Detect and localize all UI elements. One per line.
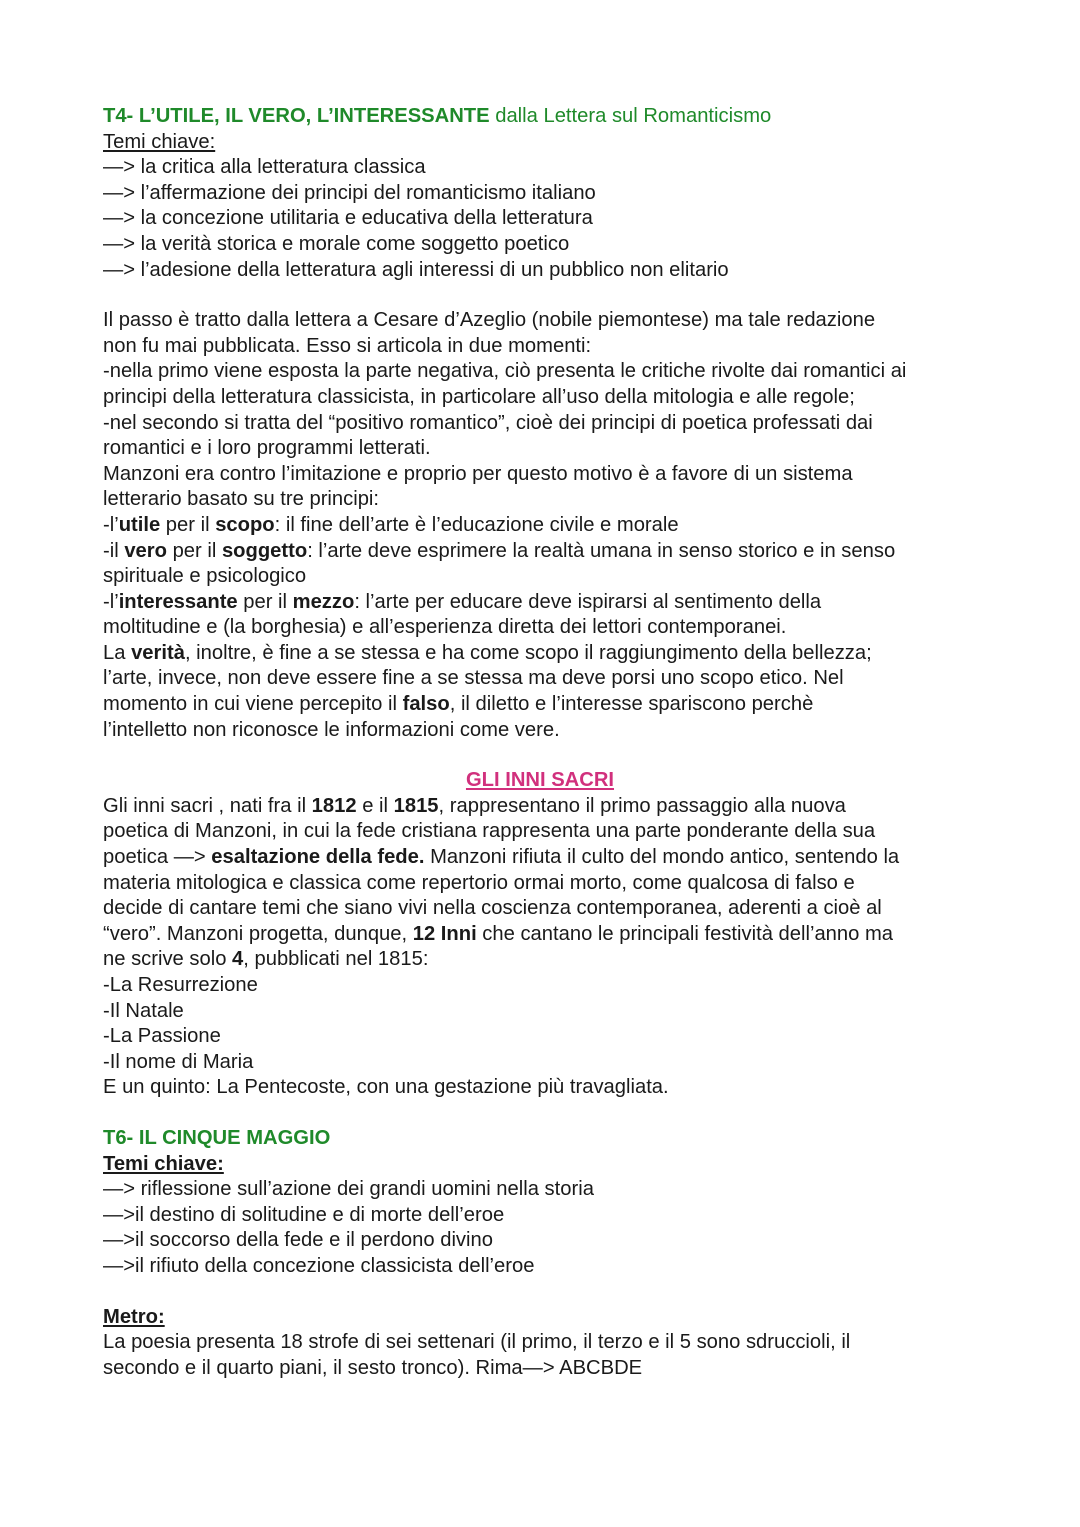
t4-paragraph-line: -nella primo viene esposta la parte negativa, ciò presenta le critiche rivolte dai romantici ai xyxy=(103,360,907,383)
t6-heading xyxy=(103,1126,1003,1152)
inni-list-item: -La Passione xyxy=(103,1025,221,1048)
metro-label-row xyxy=(103,1305,1003,1331)
inni-title: GLI INNI SACRI xyxy=(465,769,615,792)
inni-list-item: -La Resurrezione xyxy=(103,974,258,996)
verita-line: l’intelletto non riconosce le informazioni come vere. xyxy=(103,718,560,741)
t4-paragraph-line: non fu mai pubblicata. Esso si articola in due momenti: xyxy=(103,334,592,357)
inni-line: poetica di Manzoni, in cui la fede cristiana rappresenta una parte ponderante della sua xyxy=(103,820,876,843)
t4-theme: —> l’affermazione dei principi del romanticismo italiano xyxy=(103,181,596,204)
inni-list-item: -Il Natale xyxy=(103,999,184,1022)
t4-code: T4- L’UTILE, IL VERO, L’INTERESSANTE xyxy=(103,105,490,127)
t4-source: dalla Lettera sul Romanticismo xyxy=(495,105,772,127)
t4-heading xyxy=(103,104,1003,130)
verita-line: momento in cui viene percepito il falso, il diletto e l’interesse spariscono perchè xyxy=(103,693,814,716)
inni-line: poetica —> esaltazione della fede. Manzoni rifiuta il culto del mondo antico, sentendo la xyxy=(103,846,900,869)
t6-code: T6- IL CINQUE MAGGIO xyxy=(103,1126,331,1149)
t4-paragraph-line: -nel secondo si tratta del “positivo romantico”, cioè dei principi di poetica professati dai xyxy=(103,411,873,434)
t6-themes-label: Temi chiave: xyxy=(103,1152,224,1175)
t4-paragraph-line: principi della letteratura classicista, in particolare all’uso della mitologia e alle regole; xyxy=(103,385,855,408)
inni-line: ne scrive solo 4, pubblicati nel 1815: xyxy=(103,948,429,971)
principle-vero-cont: spirituale e psicologico xyxy=(103,565,307,588)
verita-line: La verità, inoltre, è fine a se stessa e ha come scopo il raggiungimento della bellezza; xyxy=(103,641,872,664)
principle-interessante: -l’interessante per il mezzo: l’arte per educare deve ispirarsi al sentimento della xyxy=(103,590,822,613)
metro-line: La poesia presenta 18 strofe di sei settenari (il primo, il terzo e il 5 sono sdruccioli, il xyxy=(103,1331,851,1354)
principle-vero: -il vero per il soggetto: l’arte deve esprimere la realtà umana in senso storico e in senso xyxy=(103,539,896,562)
t6-theme: —>il destino di solitudine e di morte dell’eroe xyxy=(103,1203,505,1226)
principle-interessante-cont: moltitudine e (la borghesia) e all’esperienza diretta dei lettori contemporanei. xyxy=(103,616,787,639)
verita-line: l’arte, invece, non deve essere fine a se stessa ma deve porsi uno scopo etico. Nel xyxy=(103,667,844,690)
t6-theme: —> riflessione sull’azione dei grandi uomini nella storia xyxy=(103,1178,594,1201)
metro-line: secondo e il quarto piani, il sesto tronco). Rima—> ABCBDE xyxy=(103,1356,643,1379)
t4-theme: —> l’adesione della letteratura agli interessi di un pubblico non elitario xyxy=(103,258,729,281)
inni-line: Gli inni sacri , nati fra il 1812 e il 1815, rappresentano il primo passaggio alla nuova xyxy=(103,794,846,817)
t4-paragraph-line: letterario basato su tre principi: xyxy=(103,488,380,511)
t4-paragraph-line: Il passo è tratto dalla lettera a Cesare d’Azeglio (nobile piemontese) ma tale redazione xyxy=(103,309,876,332)
t4-paragraph-line: romantici e i loro programmi letterati. xyxy=(103,437,431,460)
inni-line: materia mitologica e classica come repertorio ormai morto, come qualcosa di falso e xyxy=(103,871,855,894)
t4-themes-label: Temi chiave: xyxy=(103,130,216,153)
t4-theme: —> la critica alla letteratura classica xyxy=(103,156,426,179)
document-page xyxy=(103,104,1003,1381)
principle-utile: -l’utile per il scopo: il fine dell’arte è l’educazione civile e morale xyxy=(103,513,679,536)
inni-list-item: -Il nome di Maria xyxy=(103,1050,254,1073)
inni-title-row xyxy=(103,768,977,794)
t4-theme: —> la concezione utilitaria e educativa della letteratura xyxy=(103,207,593,230)
t6-theme: —>il soccorso della fede e il perdono divino xyxy=(103,1229,493,1252)
inni-line: decide di cantare temi che siano vivi nella coscienza contemporanea, aderenti a cioè al xyxy=(103,897,882,920)
inni-line: E un quinto: La Pentecoste, con una gestazione più travagliata. xyxy=(103,1076,669,1099)
t6-theme: —>il rifiuto della concezione classicista dell’eroe xyxy=(103,1254,535,1277)
t4-theme: —> la verità storica e morale come soggetto poetico xyxy=(103,232,570,255)
metro-label: Metro: xyxy=(103,1305,165,1328)
t6-themes-label-row xyxy=(103,1152,1003,1178)
inni-line: “vero”. Manzoni progetta, dunque, 12 Inni che cantano le principali festività dell’anno ma xyxy=(103,922,894,945)
t4-paragraph-line: Manzoni era contro l’imitazione e proprio per questo motivo è a favore di un sistema xyxy=(103,462,853,485)
